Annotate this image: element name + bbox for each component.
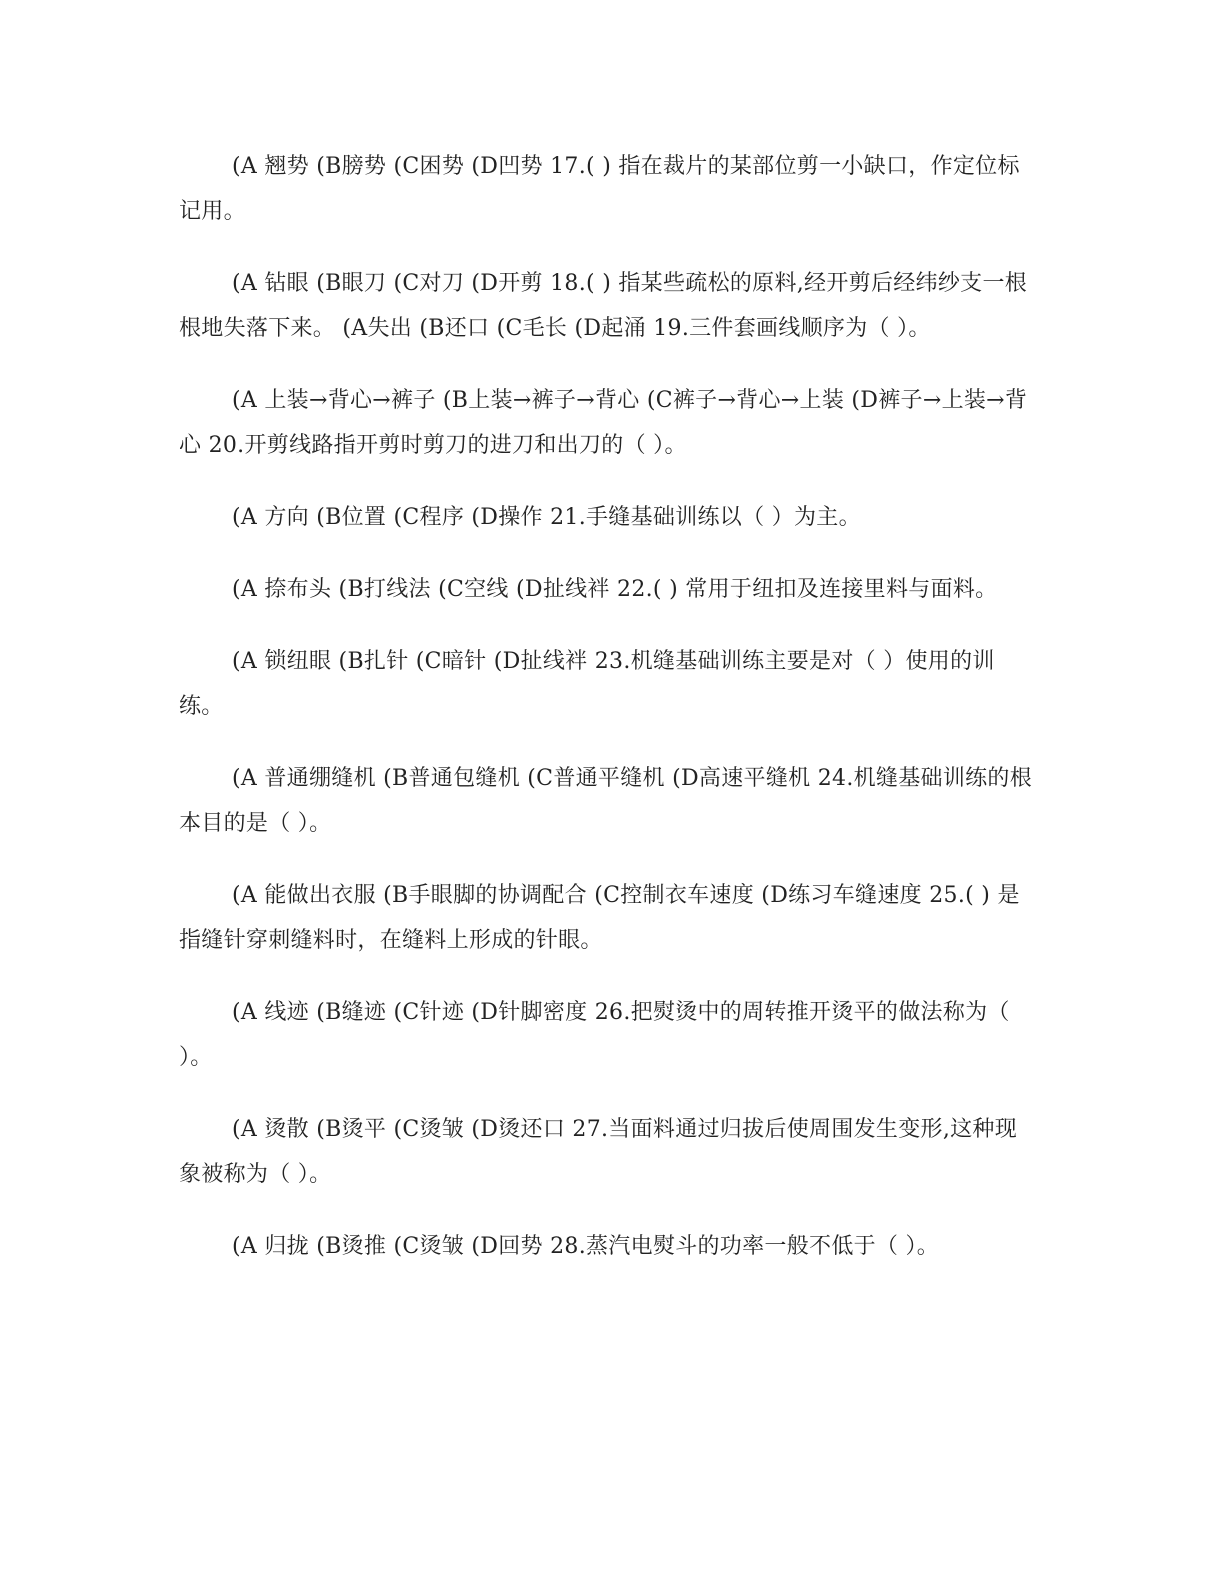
paragraph-5: (A 捺布头 (B打线法 (C空线 (D扯线袢 22.( ) 常用于纽扣及连接里料与面料。 [232,577,998,602]
paragraph-1: (A 翘势 (B膀势 (C困势 (D凹势 17.( ) 指在裁片的某部位剪一小缺口，作定位标记用。 [179,154,1020,224]
paragraph-11: (A 归拢 (B烫推 (C烫皱 (D回势 28.蒸汽电熨斗的功率一般不低于（ ）。 [232,1234,940,1259]
paragraph-10: (A 烫散 (B烫平 (C烫皱 (D烫还口 27.当面料通过归拔后使周围发生变形,这种现象被称为（ ）。 [179,1117,1018,1187]
paragraph-4: (A 方向 (B位置 (C程序 (D操作 21.手缝基础训练以（ ）为主。 [232,505,861,530]
paragraph-3: (A 上装→背心→裤子 (B上装→裤子→背心 (C裤子→背心→上装 (D裤子→上装→背心 20.开剪线路指开剪时剪刀的进刀和出刀的（ ）。 [179,388,1028,458]
paragraph-6: (A 锁纽眼 (B扎针 (C暗针 (D扯线袢 23.机缝基础训练主要是对（ ）使用的训练。 [179,649,995,719]
document-body [179,144,1039,1296]
paragraph-2: (A 钻眼 (B眼刀 (C对刀 (D开剪 18.( ) 指某些疏松的原料,经开剪后经纬纱支一根根地失落下来。 (A失出 (B还口 (C毛长 (D起涌 19.三件套画线顺序为（ ）。 [179,271,1028,341]
paragraph-8: (A 能做出衣服 (B手眼脚的协调配合 (C控制衣车速度 (D练习车缝速度 25.( ) 是指缝针穿刺缝料时，在缝料上形成的针眼。 [179,883,1020,953]
paragraph-7: (A 普通绷缝机 (B普通包缝机 (C普通平缝机 (D高速平缝机 24.机缝基础训练的根本目的是（ ）。 [179,766,1033,836]
paragraph-9: (A 线迹 (B缝迹 (C针迹 (D针脚密度 26.把熨烫中的周转推开烫平的做法称为（ ）。 [179,1000,1010,1070]
